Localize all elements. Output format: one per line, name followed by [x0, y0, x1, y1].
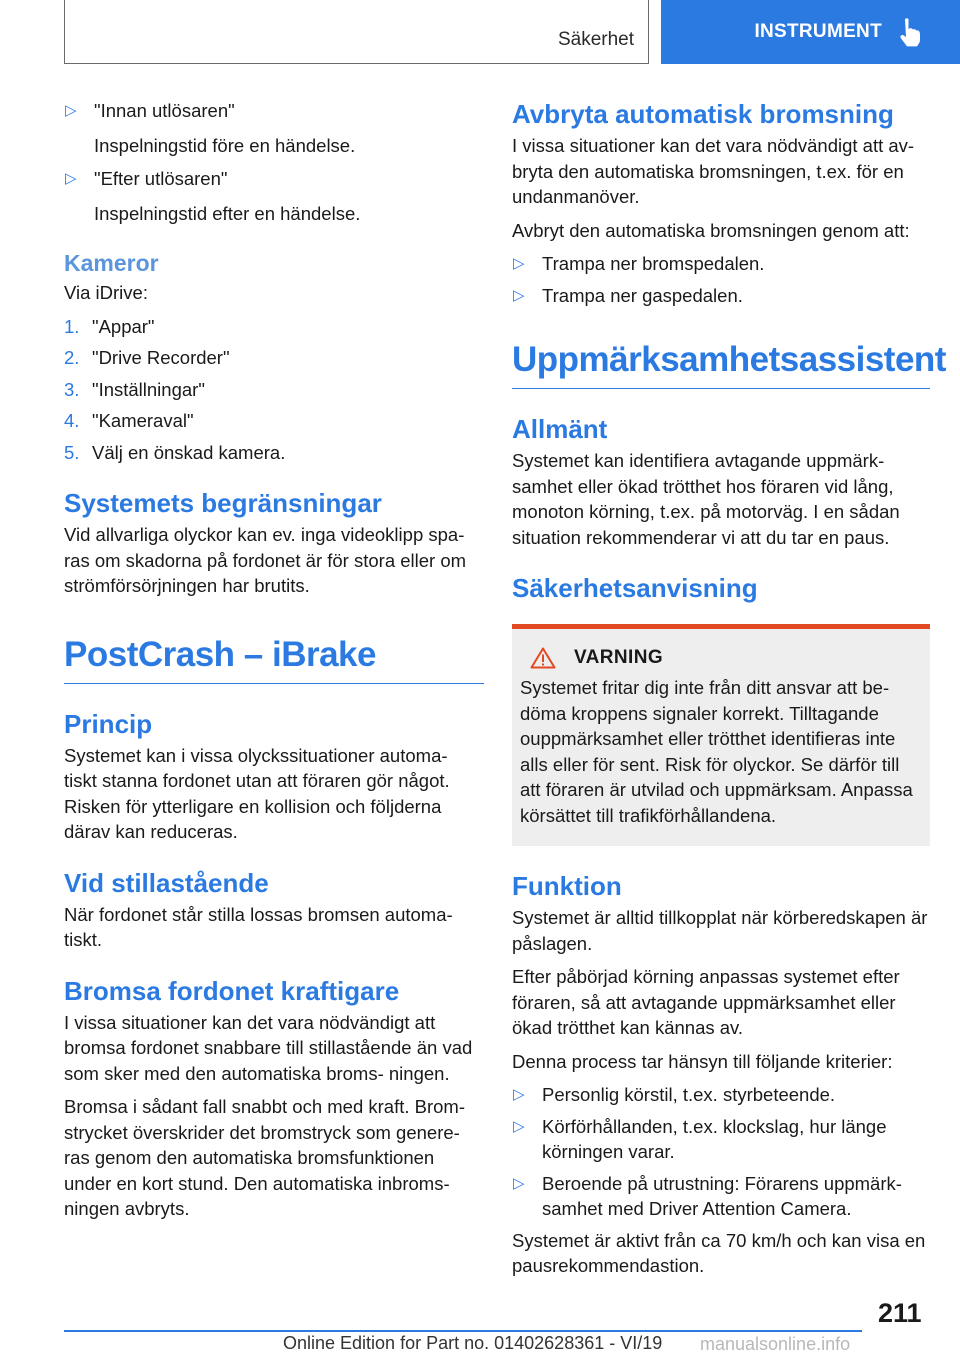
- step-number: 5.: [64, 441, 80, 463]
- footer-divider: [64, 1330, 862, 1332]
- page-number: 211: [878, 1298, 922, 1328]
- bullet-list: [512, 251, 930, 308]
- option-label: "Efter utlösaren": [94, 168, 228, 189]
- paragraph: Systemet kan i vissa olyckssituationer automa- tiskt stanna fordonet utan att föraren gör något. Risken för ytterligare en kollision och följderna därav kan reduceras.: [64, 744, 450, 842]
- paragraph: Systemet är aktivt från ca 70 km/h och kan visa en pausrekommendastion.: [512, 1229, 926, 1276]
- step-number: 3.: [64, 378, 80, 400]
- warning-text: Systemet fritar dig inte från ditt ansvar att be- döma kroppens signaler korrekt. Tilltagande ouppmärksamhet eller trötthet identifieras inte alls eller för sent. Risk för olyckor. Se därför till att föraren är utvilad och uppmärksam. Anpassa körsättet till trafikförhållandena.: [520, 677, 913, 826]
- paragraph: I vissa situationer kan det vara nödvändigt att av- bryta den automatiska bromsningen, t.ex. för en undanmanöver.: [512, 135, 915, 207]
- list-item: [64, 98, 484, 158]
- bullet-marker: ▷: [513, 255, 525, 272]
- paragraph: Vid allvarliga olyckor kan ev. inga videoklipp spa- ras om skadorna på fordonet är för stora eller om strömförsörjningen har brutits.: [64, 524, 467, 596]
- section-tab-label: Säkerhet: [557, 29, 634, 50]
- step-number: 2.: [64, 347, 80, 368]
- bullet-marker: ▷: [65, 102, 77, 119]
- steps-list: [64, 314, 484, 466]
- heading-stillastaende: Vid stillastående: [64, 867, 269, 898]
- heading-avbryta: Avbryta automatisk bromsning: [512, 99, 894, 129]
- list-item: [64, 345, 484, 371]
- paragraph: I vissa situationer kan det vara nödvändigt att bromsa fordonet snabbare till stillastående än vad som sker med den automatiska broms- ningen.: [64, 1011, 473, 1084]
- list-item: [64, 440, 484, 466]
- hand-pointer-icon: [896, 17, 922, 47]
- step-number: 4.: [64, 410, 80, 431]
- chapter-title-postcrash: PostCrash – iBrake: [64, 633, 484, 684]
- bullet-text: Trampa ner gaspedalen.: [542, 284, 743, 306]
- bullet-text: Körförhållanden, t.ex. klockslag, hur länge körningen varar.: [542, 1115, 887, 1162]
- left-column: [64, 98, 484, 1230]
- warning-triangle-icon: [530, 647, 556, 669]
- list-item: [512, 251, 930, 277]
- heading-begransningar: Systemets begränsningar: [64, 488, 382, 518]
- heading-kraftigare: Bromsa fordonet kraftigare: [64, 975, 400, 1006]
- right-column: [512, 98, 946, 1287]
- heading-funktion: Funktion: [512, 871, 622, 901]
- chapter-title-assistent: Uppmärksamhetsassistent: [512, 338, 930, 389]
- recording-options-list: [64, 98, 484, 226]
- paragraph: Systemet kan identifiera avtagande uppmärk- samhet eller ökad trötthet hos föraren vid lång, monoton körning, t.ex. på motorväg. I en sådan situation rekommenderar vi att du tar en paus.: [512, 450, 900, 548]
- heading-princip: Princip: [64, 708, 153, 739]
- criteria-list: [512, 1082, 930, 1222]
- list-item: [64, 377, 484, 403]
- heading-allmant: Allmänt: [512, 414, 608, 444]
- step-text: "Drive Recorder": [92, 347, 230, 368]
- warning-label: VARNING: [574, 647, 664, 668]
- list-item: [64, 314, 484, 340]
- edition-note: Online Edition for Part no. 01402628361 - VI/19: [283, 1333, 663, 1353]
- step-text: "Inställningar": [92, 378, 205, 400]
- warning-header: [520, 647, 922, 669]
- paragraph: Bromsa i sådant fall snabbt och med kraft. Brom- strycket överskrider det bromstryck som genere- ras genom den automatiska bromsfunktionen under en kort stund. Den automatiska inbroms- ningen avbryts.: [64, 1096, 466, 1219]
- bullet-marker: ▷: [513, 1174, 525, 1192]
- bullet-marker: ▷: [513, 1086, 525, 1103]
- section-tab-sakerhet[interactable]: [64, 0, 649, 64]
- paragraph: Efter påbörjad körning anpassas systemet efter föraren, så att avtagande uppmärksamhet eller ökad trötthet kan kännas av.: [512, 966, 900, 1038]
- bullet-marker: ▷: [513, 1117, 525, 1135]
- paragraph: Systemet är alltid tillkopplat när körberedskapen är påslagen.: [512, 907, 928, 954]
- bullet-text: Beroende på utrustning: Förarens uppmärk- samhet med Driver Attention Camera.: [542, 1172, 902, 1219]
- list-item: [512, 1114, 930, 1165]
- section-tab-label: INSTRUMENT: [754, 21, 882, 42]
- option-description: Inspelningstid före en händelse.: [94, 134, 356, 156]
- option-description: Inspelningstid efter en händelse.: [94, 202, 361, 224]
- bullet-text: Trampa ner bromspedalen.: [542, 253, 765, 274]
- list-item: [64, 166, 484, 226]
- step-text: "Appar": [92, 315, 155, 337]
- list-item: [512, 1171, 930, 1222]
- paragraph: Denna process tar hänsyn till följande kriterier:: [512, 1050, 893, 1072]
- paragraph: När fordonet står stilla lossas bromsen automa- tiskt.: [64, 903, 453, 950]
- step-text: Välj en önskad kamera.: [92, 441, 286, 463]
- list-item: [64, 408, 484, 434]
- bullet-marker: ▷: [65, 170, 77, 187]
- list-item: [512, 283, 930, 309]
- list-item: [512, 1082, 930, 1108]
- section-tab-instrument[interactable]: [661, 0, 960, 64]
- paragraph: Avbryt den automatiska bromsningen genom att:: [512, 219, 910, 241]
- bullet-marker: ▷: [513, 286, 525, 304]
- paragraph: Via iDrive:: [64, 282, 148, 303]
- watermark: manualsonline.info: [700, 1334, 851, 1354]
- bullet-text: Personlig körstil, t.ex. styrbeteende.: [542, 1084, 836, 1105]
- warning-box: [512, 624, 930, 846]
- step-text: "Kameraval": [92, 410, 194, 431]
- heading-sakerhetsanvisning: Säkerhetsanvisning: [512, 573, 758, 603]
- heading-kameror: Kameror: [64, 250, 159, 276]
- step-number: 1.: [64, 315, 80, 337]
- option-label: "Innan utlösaren": [94, 100, 235, 121]
